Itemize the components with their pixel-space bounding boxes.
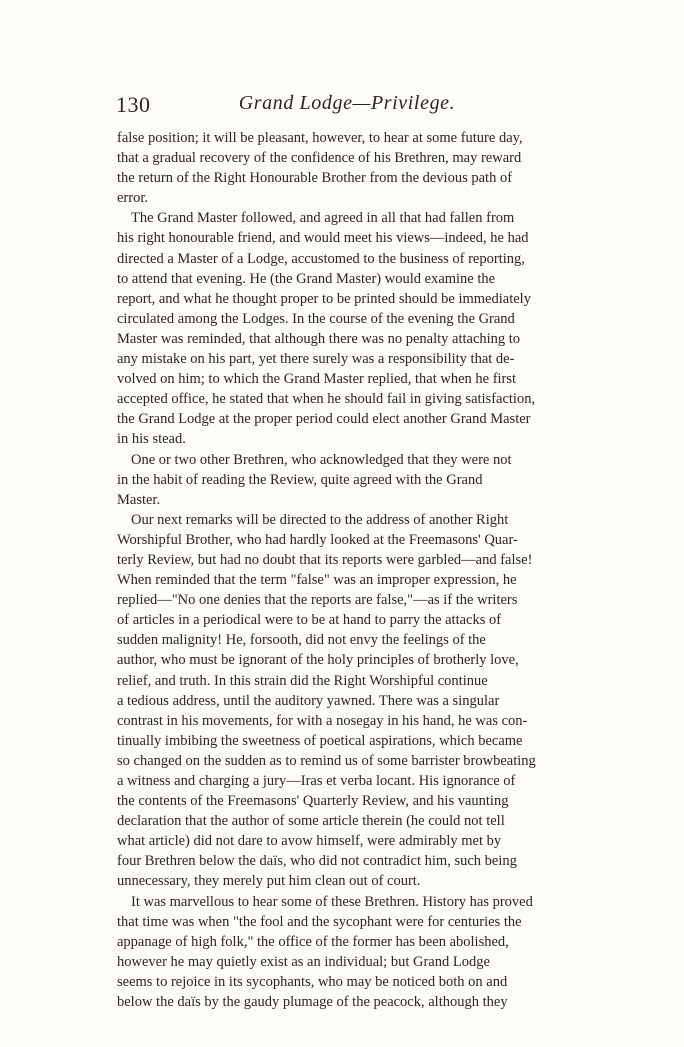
text-line: Worshipful Brother, who had hardly looked at the Freemasons' Quar- [117, 531, 518, 548]
text-line: any mistake on his part, yet there surely was a responsibility that de- [117, 351, 515, 368]
text-line: accepted office, he stated that when he should fail in giving satisfaction, [117, 391, 536, 408]
text-line: contrast in his movements, for with a nosegay in his hand, he was con- [117, 712, 528, 729]
text-line: Our next remarks will be directed to the address of another Right [131, 511, 509, 528]
text-line: appanage of high folk," the office of the former has been abolished, [117, 933, 509, 950]
text-line: a tedious address, until the auditory yawned. There was a singular [117, 692, 500, 709]
text-line: to attend that evening. He (the Grand Master) would examine the [117, 270, 496, 287]
text-line: that time was when "the fool and the sycophant were for centuries the [117, 913, 522, 930]
text-line: One or two other Brethren, who acknowledged that they were not [131, 451, 512, 468]
text-line: Master. [117, 491, 161, 508]
text-line: the Grand Lodge at the proper period could elect another Grand Master [117, 411, 531, 428]
text-line: When reminded that the term "false" was an improper expression, he [117, 572, 517, 589]
running-title: Grand Lodge—Privilege. [238, 92, 456, 114]
text-line: author, who must be ignorant of the holy principles of brotherly love, [117, 652, 519, 669]
body-text [117, 128, 579, 1012]
text-line: Master was reminded, that although there was no penalty attaching to [117, 330, 521, 347]
text-line: in the habit of reading the Review, quite agreed with the Grand [117, 471, 483, 488]
page-number: 130 [116, 92, 151, 117]
text-line: in his stead. [117, 431, 186, 448]
text-line: the contents of the Freemasons' Quarterly Review, and his vaunting [117, 793, 509, 810]
text-line: the return of the Right Honourable Brother from the devious path of [117, 170, 513, 187]
text-line: volved on him; to which the Grand Master replied, that when he first [117, 371, 517, 388]
text-line: unnecessary, they merely put him clean out of court. [117, 873, 421, 890]
text-line: terly Review, but had no doubt that its reports were garbled—and false! [117, 551, 533, 568]
text-line: directed a Master of a Lodge, accustomed to the business of reporting, [117, 250, 525, 267]
text-line: that a gradual recovery of the confidence of his Brethren, may reward [117, 150, 522, 167]
text-line: error. [117, 190, 148, 207]
text-line: false position; it will be pleasant, however, to hear at some future day, [117, 130, 523, 146]
text-line: of articles in a periodical were to be at hand to parry the attacks of [117, 612, 502, 629]
text-line: seems to rejoice in its sycophants, who may be noticed both on and [117, 973, 508, 990]
text-line: a witness and charging a jury—Iras et verba locant. His ignorance of [117, 773, 516, 789]
text-line: The Grand Master followed, and agreed in all that had fallen from [131, 210, 515, 227]
text-line: so changed on the sudden as to remind us of some barrister browbeating [117, 752, 536, 769]
text-line: circulated among the Lodges. In the course of the evening the Grand [117, 310, 515, 327]
text-line: replied—"No one denies that the reports are false,"—as if the writers [117, 592, 518, 609]
text-line: It was marvellous to hear some of these Brethren. History has proved [131, 893, 533, 910]
text-line: four Brethren below the daïs, who did not contradict him, such being [117, 853, 517, 870]
text-line: sudden malignity! He, forsooth, did not envy the feelings of the [117, 632, 486, 649]
text-line: what article) did not dare to avow himself, were admirably met by [117, 833, 502, 850]
text-line: however he may quietly exist as an individual; but Grand Lodge [117, 953, 490, 970]
text-line: tinually imbibing the sweetness of poetical aspirations, which became [117, 732, 523, 749]
page-header [116, 92, 578, 122]
text-line: relief, and truth. In this strain did the Right Worshipful continue [117, 672, 488, 689]
text-line: below the daïs by the gaudy plumage of the peacock, although they [117, 994, 508, 1011]
text-line: his right honourable friend, and would meet his views—indeed, he had [117, 230, 529, 247]
text-line: declaration that the author of some article therein (he could not tell [117, 813, 505, 830]
text-line: report, and what he thought proper to be printed should be immediately [117, 290, 531, 307]
